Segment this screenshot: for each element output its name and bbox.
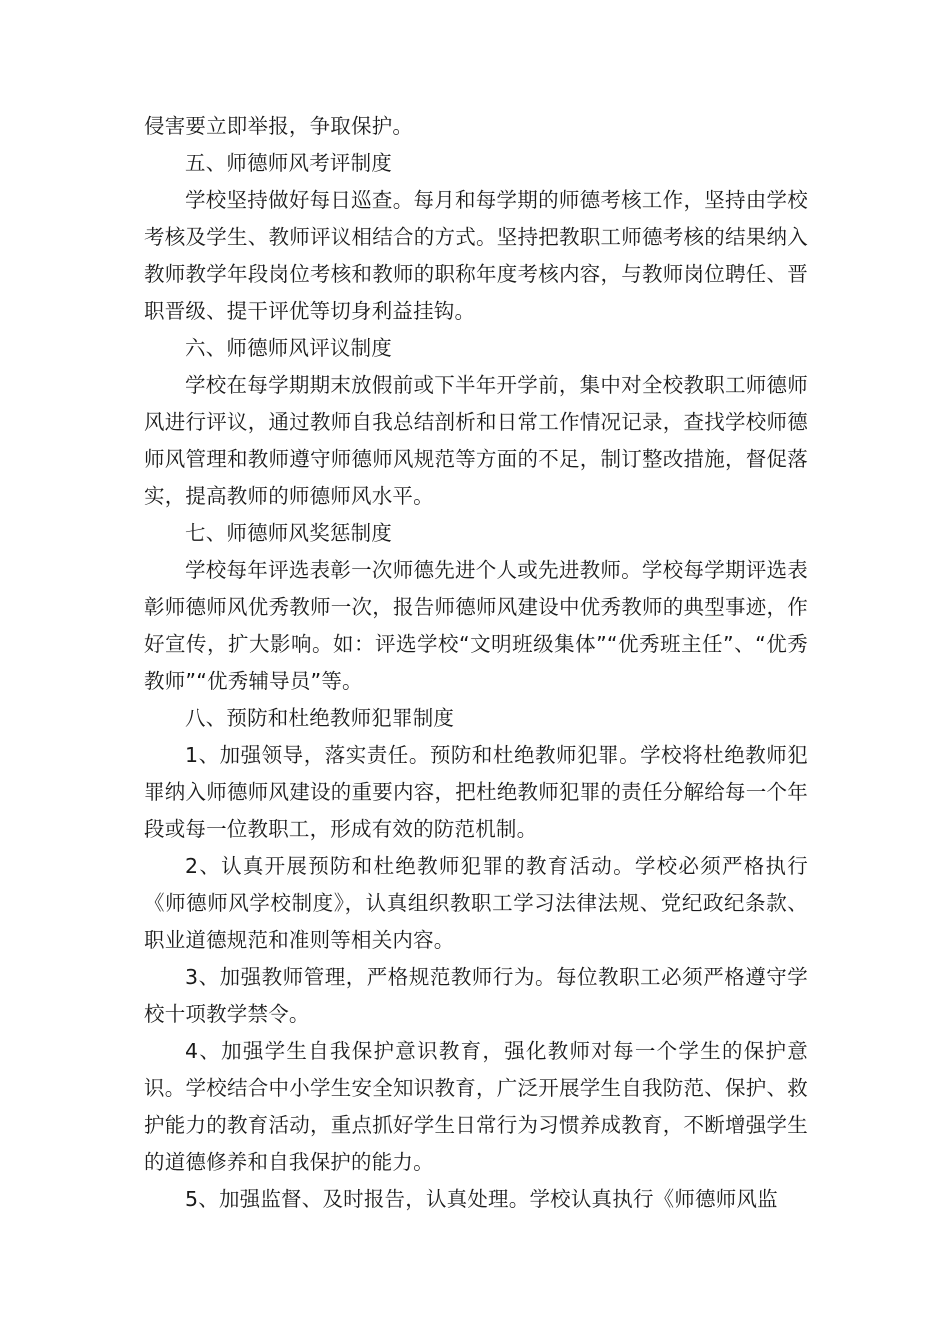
section-heading-5: 五、师德师风考评制度	[185, 151, 392, 175]
paragraph-continuation: 侵害要立即举报，争取保护。	[144, 114, 414, 138]
paragraph-item-1: 1、加强领导，落实责任。预防和杜绝教师犯罪。学校将杜绝教师犯罪纳入师德师风建设的重要内容，把杜绝教师犯罪的责任分解给每一个年段或每一位教职工，形成有效的防范机制。	[144, 743, 808, 841]
paragraph-item-5: 5、加强监督、及时报告，认真处理。学校认真执行《师德师风监	[185, 1187, 778, 1211]
paragraph-item-2: 2、认真开展预防和杜绝教师犯罪的教育活动。学校必须严格执行《师德师风学校制度》，认真组织教职工学习法律法规、党纪政纪条款、职业道德规范和准则等相关内容。	[144, 854, 808, 952]
section-heading-7: 七、师德师风奖惩制度	[185, 521, 392, 545]
section-heading-8: 八、预防和杜绝教师犯罪制度	[185, 706, 455, 730]
paragraph-item-4: 4、加强学生自我保护意识教育，强化教师对每一个学生的保护意识。学校结合中小学生安全知识教育，广泛开展学生自我防范、保护、救护能力的教育活动，重点抓好学生日常行为习惯养成教育，不断增强学生的道德修养和自我保护的能力。	[144, 1039, 808, 1174]
document-body	[144, 108, 808, 1218]
section-heading-6: 六、师德师风评议制度	[185, 336, 392, 360]
paragraph-review: 学校在每学期期末放假前或下半年开学前，集中对全校教职工师德师风进行评议，通过教师自我总结剖析和日常工作情况记录，查找学校师德师风管理和教师遵守师德师风规范等方面的不足，制订整改措施，督促落实，提高教师的师德师风水平。	[144, 373, 808, 508]
paragraph-rewards: 学校每年评选表彰一次师德先进个人或先进教师。学校每学期评选表彰师德师风优秀教师一次，报告师德师风建设中优秀教师的典型事迹，作好宣传，扩大影响。如：评选学校“文明班级集体”“优秀班主任”、“优秀教师”“优秀辅导员”等。	[144, 558, 808, 693]
paragraph-evaluation: 学校坚持做好每日巡查。每月和每学期的师德考核工作，坚持由学校考核及学生、教师评议相结合的方式。坚持把教职工师德考核的结果纳入教师教学年段岗位考核和教师的职称年度考核内容，与教师岗位聘任、晋职晋级、提干评优等切身利益挂钩。	[144, 188, 808, 323]
paragraph-item-3: 3、加强教师管理，严格规范教师行为。每位教职工必须严格遵守学校十项教学禁令。	[144, 965, 808, 1026]
